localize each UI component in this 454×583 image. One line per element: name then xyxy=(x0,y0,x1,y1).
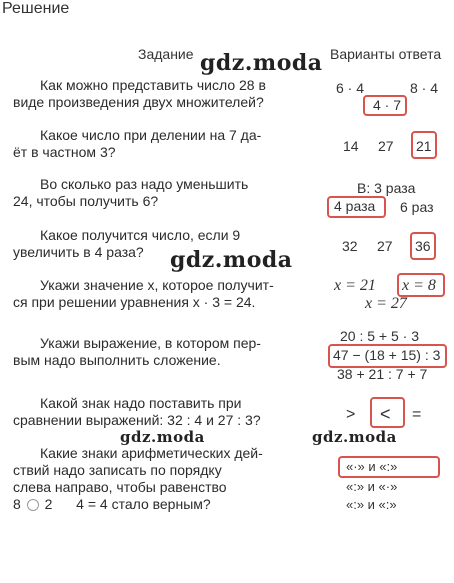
answer-option: В: 3 раза xyxy=(357,180,416,196)
task-5-line2: ся при решении уравнения x · 3 = 24. xyxy=(13,294,256,310)
task-2 xyxy=(13,127,262,161)
answer-option: 32 xyxy=(342,238,358,254)
task-2-line2: ёт в частном 3? xyxy=(13,144,116,160)
task-8-line2: ствий надо записать по порядку xyxy=(13,462,222,478)
blank-circle xyxy=(58,499,70,511)
answer-option: «:» и «·» xyxy=(346,479,398,494)
answer-option: 27 xyxy=(378,138,394,154)
task-4 xyxy=(13,227,241,261)
answer-option: 38 + 21 : 7 + 7 xyxy=(337,366,428,382)
task-7 xyxy=(13,395,261,429)
watermark: gdz.moda xyxy=(200,50,323,76)
answer-option-selected: 47 − (18 + 15) : 3 xyxy=(333,347,441,363)
task-8-line3: слева направо, чтобы равенство xyxy=(13,479,227,495)
answer-option-selected: 21 xyxy=(416,138,432,154)
watermark: gdz.moda xyxy=(312,428,397,446)
task-8 xyxy=(13,445,263,513)
answer-option: 14 xyxy=(343,138,359,154)
answer-option: 6 · 4 xyxy=(336,80,365,96)
task-3-line2: 24, чтобы получить 6? xyxy=(13,193,159,209)
task-3 xyxy=(13,176,249,210)
task-3-line1: Во сколько раз надо уменьшить xyxy=(40,176,249,192)
answer-option: 6 раз xyxy=(400,199,434,215)
task-1-line2: виде произведения двух множителей? xyxy=(13,94,264,110)
answer-option-selected: x = 8 xyxy=(402,277,436,294)
answer-option: x = 27 xyxy=(365,295,407,312)
answer-option: 20 : 5 + 5 · 3 xyxy=(340,328,419,344)
answer-option-selected: 4 раза xyxy=(334,198,376,214)
task-7-line1: Какой знак надо поставить при xyxy=(40,395,242,411)
task-8-line1: Какие знаки арифметических дей- xyxy=(40,445,263,461)
answer-option-selected: 36 xyxy=(415,238,431,254)
answer-option: = xyxy=(412,406,422,423)
task-6-line2: вым надо выполнить сложение. xyxy=(13,352,221,368)
task-7-line2: сравнении выражений: 32 : 4 и 27 : 3? xyxy=(13,412,261,428)
answers-column-header: Варианты ответа xyxy=(330,46,442,62)
answer-option: x = 21 xyxy=(334,277,376,294)
page-title: Решение xyxy=(2,0,70,17)
answer-option: 8 · 4 xyxy=(410,80,439,96)
task-8-line4: 8 2 4 = 4 стало верным? xyxy=(13,496,211,512)
answer-option-selected: «·» и «:» xyxy=(346,459,398,474)
answer-option: 27 xyxy=(377,238,393,254)
answer-option: «:» и «:» xyxy=(346,497,397,512)
answer-option-selected: 4 · 7 xyxy=(373,97,402,113)
task-6-line1: Укажи выражение, в котором пер- xyxy=(40,335,261,351)
answer-option: > xyxy=(346,406,356,423)
task-1 xyxy=(13,77,266,111)
answer-option-selected: < xyxy=(380,404,391,424)
task-5-line1: Укажи значение x, которое получит- xyxy=(40,277,274,293)
watermark: gdz.moda xyxy=(120,428,205,446)
watermark: gdz.moda xyxy=(170,247,293,273)
blank-circle xyxy=(27,499,39,511)
task-column-header: Задание xyxy=(138,46,194,62)
task-4-line1: Какое получится число, если 9 xyxy=(40,227,241,243)
task-1-line1: Как можно представить число 28 в xyxy=(40,77,266,93)
task-5 xyxy=(13,277,274,311)
task-4-line2: увеличить в 4 раза? xyxy=(13,244,144,260)
task-6 xyxy=(13,335,261,369)
task-2-line1: Какое число при делении на 7 да- xyxy=(40,127,262,143)
